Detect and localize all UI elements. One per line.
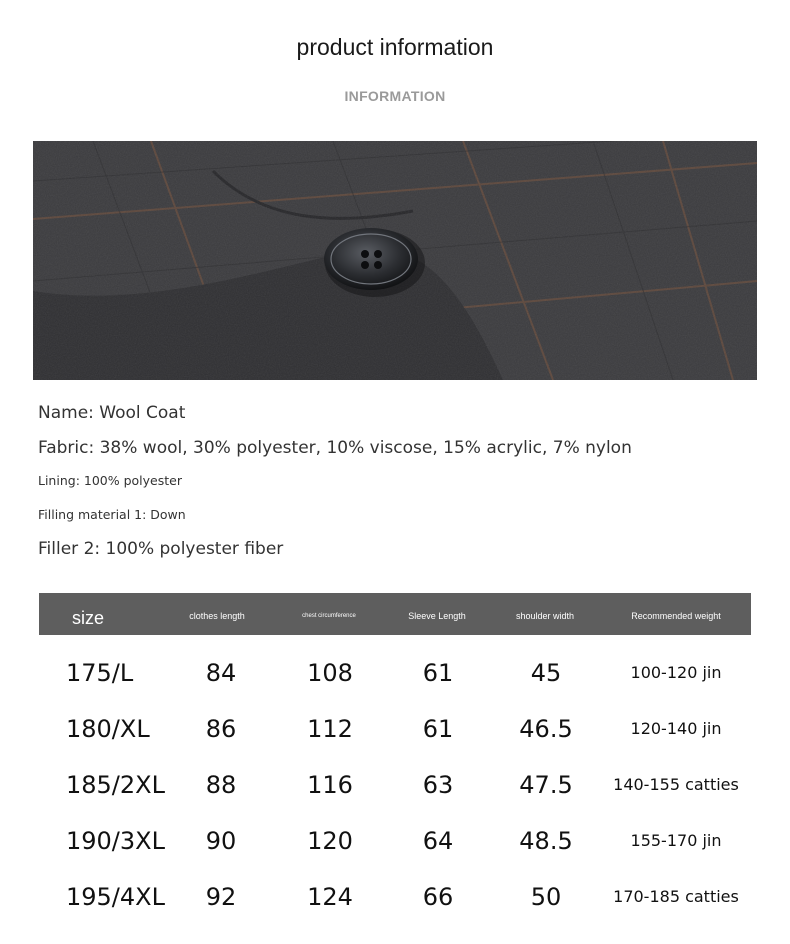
cell-shoulder: 45 (530, 659, 562, 687)
product-filling: Filling material 1: Down (38, 507, 186, 522)
page-subtitle: INFORMATION (344, 88, 446, 104)
product-filler2: Filler 2: 100% polyester fiber (38, 539, 284, 559)
cell-chest: 120 (307, 827, 353, 855)
cell-shoulder: 50 (530, 883, 562, 911)
header-shoulder-width: shoulder width (515, 611, 575, 621)
product-lining: Lining: 100% polyester (38, 473, 182, 488)
cell-clothes-length: 92 (205, 883, 237, 911)
cell-weight: 155-170 jin (630, 831, 722, 850)
cell-chest: 116 (307, 771, 353, 799)
cell-chest: 108 (307, 659, 353, 687)
cell-shoulder: 48.5 (519, 827, 573, 855)
cell-shoulder: 46.5 (519, 715, 573, 743)
cell-size: 185/2XL (66, 771, 165, 799)
cell-size: 175/L (66, 659, 134, 687)
table-row (0, 813, 790, 869)
cell-weight: 120-140 jin (630, 719, 722, 738)
cell-sleeve: 61 (422, 715, 454, 743)
table-row (0, 869, 790, 925)
cell-clothes-length: 88 (205, 771, 237, 799)
cell-weight: 170-185 catties (613, 887, 739, 906)
cell-clothes-length: 84 (205, 659, 237, 687)
product-fabric: Fabric: 38% wool, 30% polyester, 10% viscose, 15% acrylic, 7% nylon (38, 438, 632, 458)
cell-sleeve: 66 (422, 883, 454, 911)
cell-clothes-length: 90 (205, 827, 237, 855)
header-recommended-weight: Recommended weight (631, 611, 721, 621)
fabric-detail-photo (33, 141, 757, 380)
page-title: product information (296, 34, 494, 60)
table-row (0, 757, 790, 813)
cell-chest: 124 (307, 883, 353, 911)
header-clothes-length: clothes length (189, 611, 245, 621)
cell-sleeve: 63 (422, 771, 454, 799)
cell-size: 195/4XL (66, 883, 165, 911)
header-size: size (72, 608, 105, 628)
cell-weight: 100-120 jin (630, 663, 722, 682)
header-sleeve-length: Sleeve Length (408, 611, 466, 621)
cell-size: 190/3XL (66, 827, 165, 855)
table-row (0, 645, 790, 701)
header-chest-circumference: chest circumference (302, 613, 356, 619)
cell-sleeve: 61 (422, 659, 454, 687)
cell-sleeve: 64 (422, 827, 454, 855)
size-table-header (39, 593, 751, 635)
cell-shoulder: 47.5 (519, 771, 573, 799)
table-row (0, 701, 790, 757)
cell-chest: 112 (307, 715, 353, 743)
cell-weight: 140-155 catties (613, 775, 739, 794)
cell-size: 180/XL (66, 715, 150, 743)
cell-clothes-length: 86 (205, 715, 237, 743)
product-name: Name: Wool Coat (38, 403, 186, 423)
